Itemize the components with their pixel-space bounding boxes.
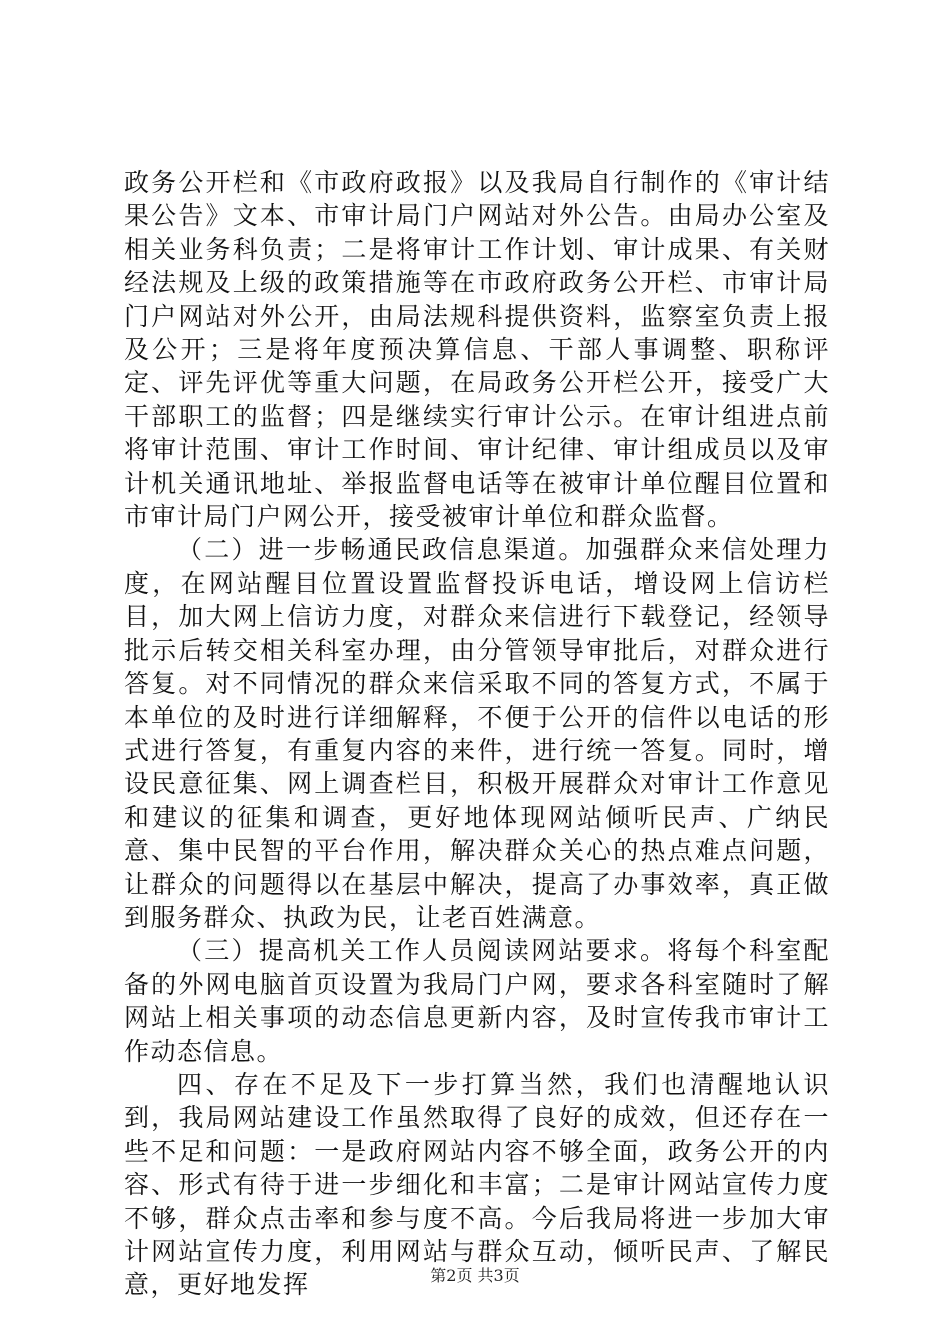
page-number-footer: 第2页 共3页: [430, 1266, 520, 1285]
document-body: [124, 166, 830, 1302]
paragraph-section-3: （三）提高机关工作人员阅读网站要求。将每个科室配备的外网电脑首页设置为我局门户网，要求各科室随时了解网站上相关事项的动态信息更新内容，及时宣传我市审计工作动态信息。: [124, 936, 830, 1066]
paragraph-continuation: 政务公开栏和《市政府政报》以及我局自行制作的《审计结果公告》文本、市审计局门户网站对外公告。由局办公室及相关业务科负责；二是将审计工作计划、审计成果、有关财经法规及上级的政策措施等在市政府政务公开栏、市审计局门户网站对外公开，由局法规科提供资料，监察室负责上报及公开；三是将年度预决算信息、干部人事调整、职称评定、评先评优等重大问题，在局政务公开栏公开，接受广大干部职工的监督；四是继续实行审计公示。在审计组进点前将审计范围、审计工作时间、审计纪律、审计组成员以及审计机关通讯地址、举报监督电话等在被审计单位醒目位置和市审计局门户网公开，接受被审计单位和群众监督。: [124, 168, 830, 532]
paragraph-section-2: （二）进一步畅通民政信息渠道。加强群众来信处理力度，在网站醒目位置设置监督投诉电话，增设网上信访栏目，加大网上信访力度，对群众来信进行下载登记，经领导批示后转交相关科室办理，由分管领导审批后，对群众进行答复。对不同情况的群众来信采取不同的答复方式，不属于本单位的及时进行详细解释，不便于公开的信件以电话的形式进行答复，有重复内容的来件，进行统一答复。同时，增设民意征集、网上调查栏目，积极开展群众对审计工作意见和建议的征集和调查，更好地体现网站倾听民声、广纳民意、集中民智的平台作用，解决群众关心的热点难点问题，让群众的问题得以在基层中解决，提高了办事效率，真正做到服务群众、执政为民，让老百姓满意。: [124, 535, 830, 932]
paragraph-section-4: 四、存在不足及下一步打算当然，我们也清醒地认识到，我局网站建设工作虽然取得了良好的成效，但还存在一些不足和问题：一是政府网站内容不够全面，政务公开的内容、形式有待于进一步细化和丰富；二是审计网站宣传力度不够，群众点击率和参与度不高。今后我局将进一步加大审计网站宣传力度，利用网站与群众互动，倾听民声、了解民意，更好地发挥: [124, 1069, 830, 1300]
